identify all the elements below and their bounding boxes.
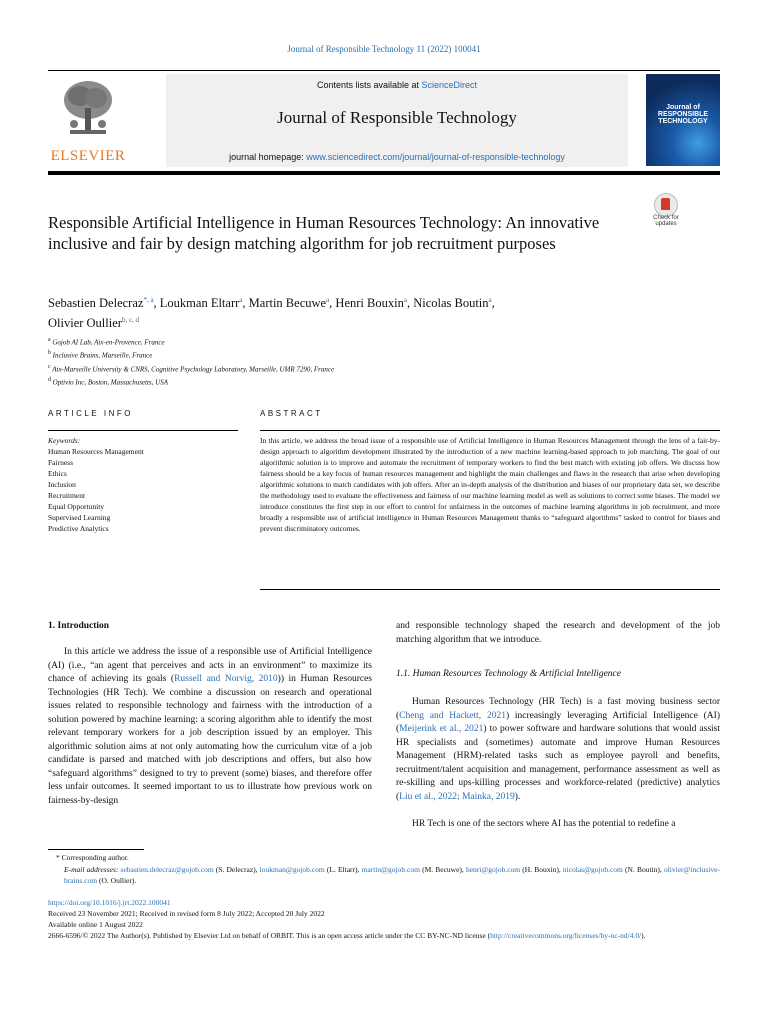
author-name: Nicolas Boutin [413, 296, 489, 311]
email-owner: (N. Boutin), [622, 864, 664, 874]
citation-link[interactable]: Liu et al., 2022; Mainka, 2019 [399, 791, 515, 802]
keyword-item: Recruitment [48, 491, 86, 500]
received-dates: Received 23 November 2021; Received in revised form 8 July 2022; Accepted 20 July 2022 [48, 909, 325, 918]
affil-text: Optivio Inc, Boston, Massachusetts, USA [52, 378, 168, 387]
text-run: 2666-6596/© 2022 The Author(s). Published by Elsevier Ltd on behalf of ORBIT. This is an open access article under the CC BY-NC-ND license ( [48, 931, 491, 940]
citation-link[interactable]: Russell and Norvig, 2010 [174, 674, 278, 684]
text-run: ) to power software and hardware solutions that would assist HR specialists and (sometimes) automate and improve Human Resources Management (HRM)-related tasks such as employee payroll and benefits, recruitment/talent acquisition and management, performance assessment as well as re-skilling and ups-killing processes and workforce-related (predictive) analytics ( [396, 724, 720, 802]
author-list: Sebastien Delecraz$^{*, a}$, Loukman Eltarr$^a$, Martin Becuwe$^a$, Henri Bouxin$^a$, Nicolas Boutin$^a$, Olivier Oullier$^{b, c, d}$ [48, 296, 495, 331]
email-link[interactable]: henri@gojob.com [465, 864, 521, 874]
author-affil-link[interactable]: a [326, 296, 330, 304]
author-affil-link[interactable]: a [488, 296, 492, 304]
affil-marker: c [48, 363, 51, 370]
author-name: Martin Becuwe [248, 296, 327, 311]
section-heading-hr-tech: 1.1. Human Resources Technology & Artificial Intelligence [396, 669, 621, 679]
doi-link[interactable]: https://doi.org/10.1016/j.jrt.2022.100041 [48, 898, 171, 907]
email-link[interactable]: olivier@inclusive-brains.com [64, 864, 720, 885]
email-link[interactable]: nicolas@gojob.com [562, 864, 623, 874]
masthead [48, 74, 720, 169]
citation-link[interactable]: Meijerink et al., 2021 [399, 724, 484, 734]
affiliation-item [48, 335, 648, 348]
email-owner: (S. Delecraz), [213, 864, 260, 874]
email-owner: (L. Eltarr), [324, 864, 362, 874]
abstract-label: ABSTRACT [260, 409, 323, 418]
article-info-label: ARTICLE INFO [48, 409, 133, 418]
keywords-block [48, 435, 238, 534]
keyword-item: Equal Opportunity [48, 502, 105, 511]
author-affil-link[interactable]: b, c, d [121, 316, 140, 325]
text-run: )) in Human Resources Technologies (HR Tech). We combine a discussion on research and operational issues related to responsible technology and fairness with the introduction of a solution powered by machine learning: a scoring algorithm able to identify the most relevant temporary workers for a job description issued by an employer. This algorithmic solution aims at not only automating how the curriculum vitæ of a job candidate is parsed and matched with job descriptions and offers, but also how “safeguard algorithms” designed to try to prevent (some) biases, and therefore offer less unfair outcomes. It seemed important to us to illustrate how previous work on fairness-by-design [48, 674, 373, 806]
email-label: E-mail addresses: [64, 864, 119, 874]
affiliations [48, 335, 648, 388]
section-heading-introduction: 1. Introduction [48, 621, 110, 631]
keyword-item: Supervised Learning [48, 513, 111, 522]
email-link[interactable]: sebastien.delecraz@gojob.com [120, 864, 214, 874]
email-owner: (H. Bouxin), [520, 864, 563, 874]
license-link[interactable]: http://creativecommons.org/licenses/by-nc-nd/4.0/ [490, 931, 642, 940]
abstract-bottom-rule [260, 589, 720, 590]
affil-marker: d [48, 376, 51, 383]
author-affil-link[interactable]: a [239, 296, 243, 304]
author-name: Henri Bouxin [335, 296, 404, 311]
footnote-rule [48, 849, 144, 850]
keyword-item: Inclusion [48, 480, 76, 489]
affiliation-item [48, 362, 648, 375]
email-owner: (O. Oullier). [97, 876, 137, 885]
author-name: Olivier Oullier [48, 316, 122, 331]
author-affil-link[interactable]: a [403, 296, 407, 304]
keywords-label: Keywords: [48, 436, 81, 445]
check-for-updates-button[interactable] [646, 193, 686, 229]
journal-cover-image[interactable] [646, 74, 720, 166]
article-info-rule [48, 430, 238, 431]
affil-text: Gojob AI Lab, Aix-en-Provence, France [52, 338, 165, 347]
article-title: Responsible Artificial Intelligence in Human Resources Technology: An innovative inclusive and fair by design matching algorithm for job recruitment purposes [48, 213, 600, 253]
affil-marker: a [48, 337, 51, 343]
keyword-item: Ethics [48, 469, 67, 478]
intro-paragraph-right-continued: and responsible technology shaped the research and development of the job matching algorithm that we introduce. [396, 621, 720, 645]
contents-line [166, 80, 628, 90]
keyword-item: Fairness [48, 458, 73, 467]
author-name: Loukman Eltarr [159, 296, 240, 311]
email-link[interactable]: martin@gojob.com [361, 864, 420, 874]
header-rule [48, 70, 720, 71]
corresponding-author-note: * Corresponding author. [56, 853, 129, 862]
author-name: Sebastien Delecraz [48, 296, 144, 311]
abstract-text: In this article, we address the broad issue of a responsible use of Artificial Intelligence in Human Resources Management through the lens of a fair-by-design approach to algorithm development illustrated by the introduction of a new machine learning-based approach to job matching. The goal of our algorithmic solution is to improve and automate the recruitment of temporary workers to find the best match with existing job offers. We discuss how fairness should be a key focus of human resources management and highlight the main challenges and flaws in the research that arise when developing algorithmic solutions to match candidates with job offers. After an in-depth analysis of the distribution and biases of our proprietary data set, we describe the methodology used to evaluate the effectiveness and fairness of our machine learning model as well as solutions to correct some biases. The model we introduce constitutes the first step in our effort to control for unfairness in the outcomes of machine learning algorithms in job recruitment, and more broadly a responsible use of artificial intelligence in Human Resources Management thanks to “safeguard algorithms” tasked to control for biases and prevent discriminatory outcomes. [260, 436, 720, 533]
intro-paragraph-left [48, 646, 372, 808]
cover-title: Journal of RESPONSIBLE TECHNOLOGY [657, 104, 709, 125]
article-metadata [48, 897, 720, 941]
affiliation-item [48, 348, 648, 361]
author-affil-link[interactable]: *, a [143, 296, 154, 304]
publisher-name: ELSEVIER [50, 148, 126, 164]
email-link[interactable]: loukman@gojob.com [259, 864, 325, 874]
abstract-rule [260, 430, 720, 431]
crossmark-icon [654, 193, 678, 217]
affiliation-item [48, 375, 648, 388]
header-rule-thick [48, 171, 720, 175]
homepage-prefix: journal homepage: [229, 152, 307, 162]
journal-citation[interactable]: Journal of Responsible Technology 11 (2022) 100041 [287, 44, 481, 54]
elsevier-tree-icon [60, 78, 116, 140]
crossmark-label: Check for updates [653, 215, 679, 227]
masthead-banner [166, 74, 628, 167]
text-run: In this article we address the issue of a responsible use of Artificial Intelligence (AI) (i.e., “an agent that perceives and acts in an environment” to maximize its chance of achieving its goals ( [48, 647, 372, 684]
text-run: Human Resources Technology (HR Tech) is a fast moving business sector ( [396, 697, 720, 721]
email-owner: (M. Becuwe), [419, 864, 466, 874]
citation-link[interactable]: Cheng and Hackett, 2021 [399, 710, 506, 721]
journal-title: Journal of Responsible Technology [277, 108, 517, 127]
elsevier-logo[interactable] [48, 78, 128, 168]
footnotes [48, 852, 720, 887]
hr-tech-paragraph [396, 696, 720, 804]
text-run: ). [514, 791, 521, 802]
sciencedirect-link[interactable]: ScienceDirect [421, 80, 478, 90]
text-run: ). [641, 931, 646, 940]
hr-tech-paragraph-2: HR Tech is one of the sectors where AI has the potential to redefine a [412, 819, 676, 829]
available-online-date: Available online 1 August 2022 [48, 920, 143, 929]
journal-homepage-link[interactable]: www.sciencedirect.com/journal/journal-of-responsible-technology [306, 152, 565, 162]
affil-marker: b [48, 350, 51, 357]
license-statement [48, 930, 720, 941]
keyword-item: Predictive Analytics [48, 524, 109, 533]
keyword-item: Human Resources Management [48, 447, 144, 456]
text-run: ) increasingly leveraging Artificial Intelligence (AI) ( [396, 710, 720, 734]
contents-prefix: Contents lists available at [316, 80, 422, 90]
email-addresses [48, 864, 720, 887]
affil-text: Aix-Marseille University & CNRS, Cognitive Psychology Laboratory, Marseille, UMR 7290, France [52, 364, 335, 373]
affil-text: Inclusive Brains, Marseille, France [52, 351, 153, 360]
homepage-line [166, 152, 628, 162]
